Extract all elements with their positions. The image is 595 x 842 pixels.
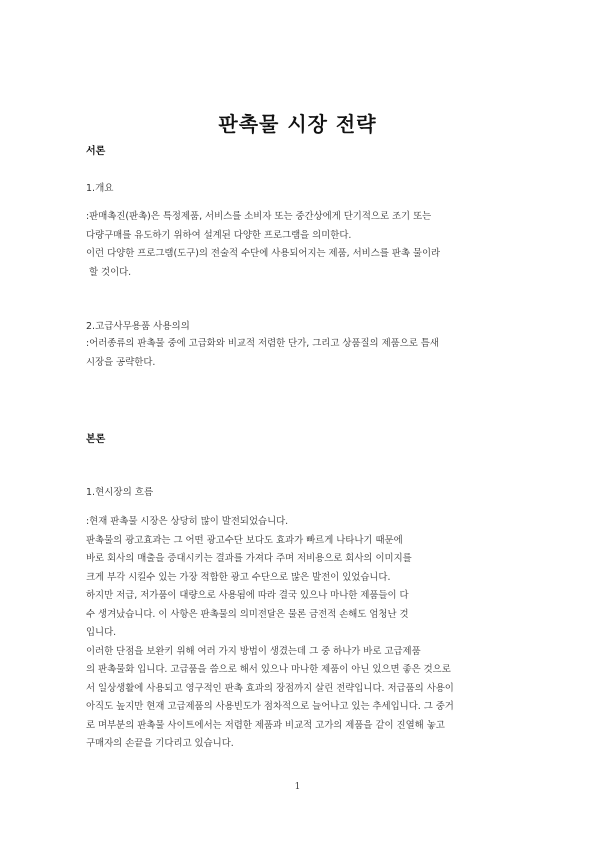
paragraph-line: :판매촉진(판촉)은 특정제품, 서비스를 소비자 또는 중간상에게 단기적으로 조기 또는 <box>86 211 432 222</box>
paragraph-line: 서 일상생활에 사용되고 영구적인 판촉 효과의 장점까지 살린 전략입니다. 저급품의 사용이 <box>86 682 454 694</box>
page-number: 1 <box>294 782 301 792</box>
intro-heading: 서론 <box>86 146 106 157</box>
body-heading: 본론 <box>86 434 106 445</box>
overview-paragraph <box>86 208 516 282</box>
paragraph-line: 로 며부분의 판촉물 사이트에서는 저렴한 제품과 비교적 고가의 제품을 같이 진열해 놓고 <box>86 719 445 731</box>
paragraph-line: 다량구매를 유도하기 위하여 설계된 다양한 프로그램을 의미한다. <box>86 229 352 241</box>
paragraph-line: 수 생겨났습니다. 이 사항은 판촉물의 의미전달은 물론 금전적 손해도 엄청난 것 <box>86 608 409 620</box>
paragraph-line: 구매자의 손끝을 기다리고 있습니다. <box>86 738 234 749</box>
paragraph-line: 이런 다양한 프로그램(도구)의 전술적 수단에 사용되어지는 제품, 서비스를 판촉 물이라 <box>86 248 441 259</box>
flow-paragraph <box>86 513 516 754</box>
paragraph-line: 아직도 높지만 현재 고급제품의 사용빈도가 점차적으로 늘어나고 있는 추세입니다. 그 중거 <box>86 701 454 712</box>
paragraph-line: 입니다. <box>86 627 117 638</box>
paragraph-line: :어러종류의 판촉물 중에 고급화와 비교적 저렴한 단가, 그리고 상품질의 제품으로 틈새 <box>86 338 439 349</box>
paragraph-line: 시장을 공략한다. <box>86 356 156 368</box>
paragraph-line: 크게 부각 시킬수 있는 가장 적합한 광고 수단으로 많은 발전이 있었습니다. <box>86 571 391 583</box>
paragraph-line: 이러한 단점을 보완키 위해 여러 가지 방법이 생겼는데 그 중 하나가 바로 고급제품 <box>86 645 421 657</box>
document-title: 판촉물 시장 전략 <box>218 112 377 136</box>
paragraph-line: 할 것이다. <box>86 266 132 278</box>
paragraph-line: 하지만 저급, 저가품이 대량으로 사용됨에 따라 결국 있으나 마나한 제품들이 다 <box>86 590 409 601</box>
paragraph-line: 판촉물의 광고효과는 그 어떤 광고수단 보다도 효과가 빠르게 나타나기 때문에 <box>86 534 403 546</box>
paragraph-line: :현재 판촉물 시장은 상당히 많이 발전되었습니다. <box>86 516 289 527</box>
meaning-paragraph <box>86 335 516 372</box>
meaning-heading: 2.고급사무용품 사용의의 <box>86 321 190 332</box>
paragraph-line: 의 판촉물화 입니다. 고급품을 씀으로 해서 있으나 마나한 제품이 아닌 있으면 좋은 것으로 <box>86 664 451 675</box>
overview-heading: 1.개요 <box>86 183 114 194</box>
flow-heading: 1.현시장의 흐름 <box>86 487 154 498</box>
paragraph-line: 바로 회사의 매출을 증대시키는 결과를 가져다 주며 저비용으로 회사의 이미지를 <box>86 553 412 564</box>
